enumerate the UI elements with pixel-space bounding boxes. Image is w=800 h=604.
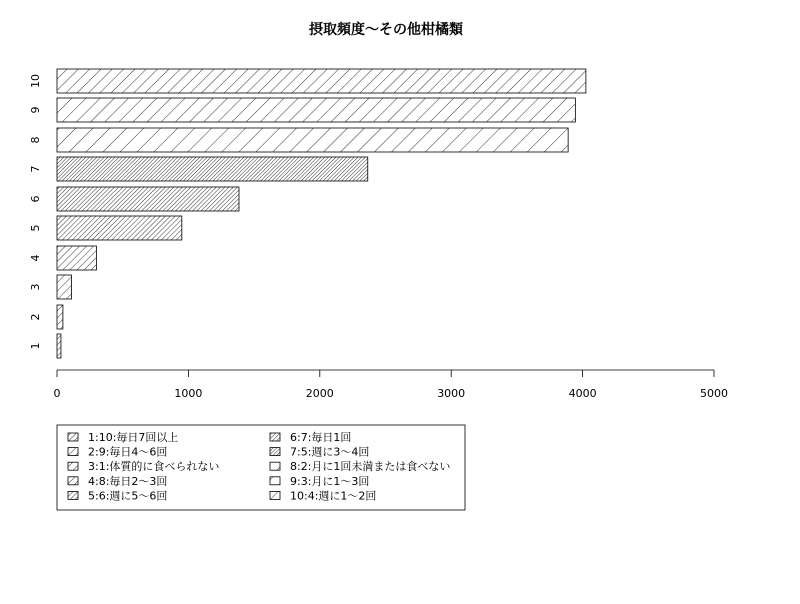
y-tick-label: 5 [29,224,42,232]
x-tick-label: 0 [53,387,61,400]
legend-label: 5:6:週に5〜6回 [88,489,168,503]
y-tick-label: 1 [29,342,42,350]
bar-7 [57,157,368,181]
legend-swatch [68,448,78,456]
bar-4 [57,246,96,270]
bar-9 [57,98,575,122]
y-tick-label: 4 [29,254,42,262]
bar-3 [57,275,71,299]
legend-label: 6:7:毎日1回 [290,431,352,444]
legend-label: 3:1:体質的に食べられない [88,460,220,474]
bar-8 [57,128,568,152]
y-tick-label: 10 [29,74,42,88]
y-tick-label: 3 [29,283,42,291]
y-tick-label: 7 [29,165,42,173]
legend-swatch [68,433,78,441]
legend-label: 4:8:毎日2〜3回 [88,474,168,488]
y-tick-label: 2 [29,313,42,321]
legend-swatch [68,477,78,485]
chart-title: 摂取頻度〜その他柑橘類 [309,22,463,38]
y-tick-label: 8 [29,136,42,144]
legend-swatch [68,491,78,499]
x-axis [54,370,729,400]
legend-label: 9:3:月に1〜3回 [290,474,370,488]
legend-swatch [270,462,280,470]
legend-label: 2:9:毎日4〜6回 [88,445,168,459]
legend-label: 7:5:週に3〜4回 [290,445,370,459]
x-tick-label: 2000 [305,387,334,400]
x-tick-label: 4000 [568,387,597,400]
x-tick-label: 1000 [174,387,203,400]
legend-swatch [68,462,78,470]
bar-5 [57,216,182,240]
bar-6 [57,187,239,211]
x-tick-label: 3000 [437,387,466,400]
y-tick-label: 6 [29,195,42,203]
y-axis [29,74,42,350]
legend-swatch [270,477,280,485]
bar-10 [57,69,586,93]
legend-label: 10:4:週に1〜2回 [290,489,377,503]
y-tick-label: 9 [29,106,42,114]
legend [57,425,465,510]
legend-swatch [270,433,280,441]
x-tick-label: 5000 [700,387,728,400]
bar-2 [57,305,63,329]
legend-label: 8:2:月に1回未満または食べない [290,460,451,474]
legend-label: 1:10:毎日7回以上 [88,431,179,444]
legend-swatch [270,491,280,499]
bars [57,69,586,358]
legend-swatch [270,448,280,456]
bar-1 [57,334,61,358]
